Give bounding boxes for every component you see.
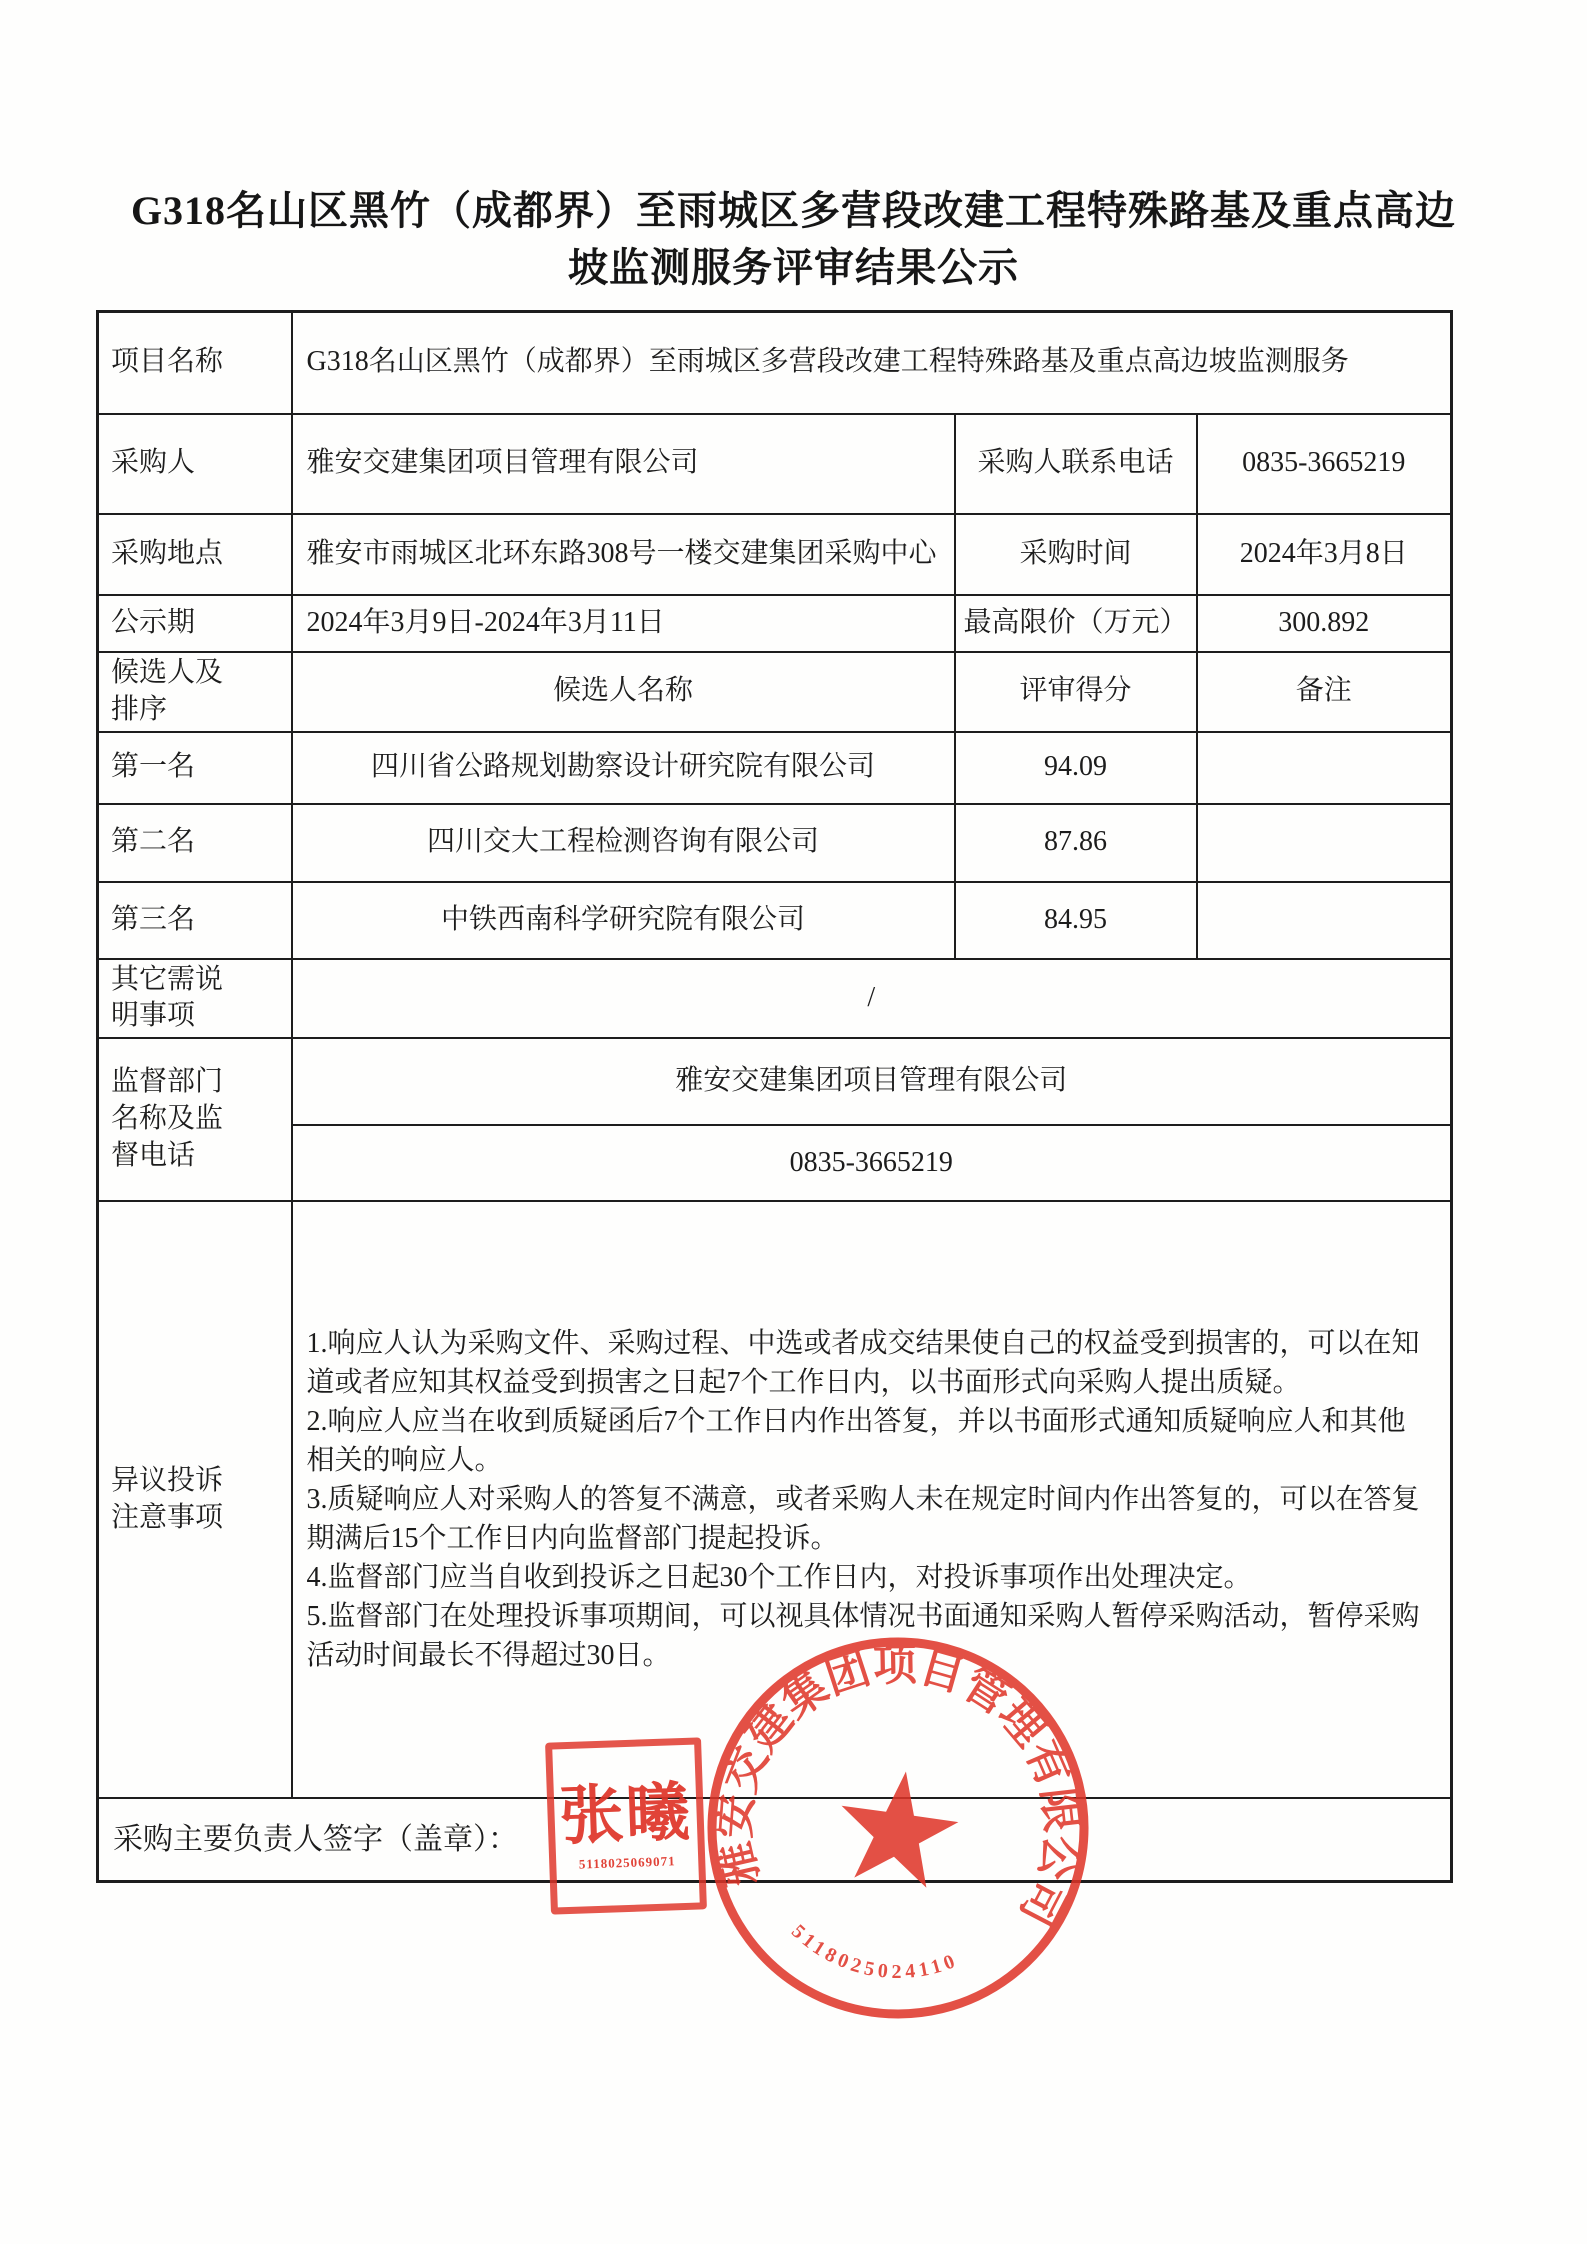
candidate-3-remark bbox=[1197, 882, 1452, 959]
candidate-row-3 bbox=[98, 882, 1452, 959]
document-title bbox=[0, 182, 1587, 296]
objection-item-2: 2.响应人应当在收到质疑函后7个工作日内作出答复，并以书面形式通知质疑响应人和其他相关的响应人。 bbox=[306, 1406, 1406, 1477]
candidate-row-1 bbox=[98, 732, 1452, 804]
row-other-notes bbox=[98, 959, 1452, 1039]
max-price-value: 300.892 bbox=[1197, 595, 1452, 652]
candidate-3-score: 84.95 bbox=[955, 882, 1197, 959]
purchase-time-label: 采购时间 bbox=[955, 514, 1197, 595]
title-line-2: 坡监测服务评审结果公示 bbox=[568, 245, 1019, 290]
location-value: 雅安市雨城区北环东路308号一楼交建集团采购中心 bbox=[292, 514, 955, 595]
max-price-label: 最高限价（万元） bbox=[955, 595, 1197, 652]
candidate-2-rank: 第二名 bbox=[98, 804, 292, 882]
company-seal-number: 5118025024110 bbox=[787, 1920, 961, 1983]
objection-notes bbox=[292, 1201, 1452, 1798]
svg-text:5118025024110 bbox=[783, 1919, 965, 1993]
title-line-1: G318名山区黑竹（成都界）至雨城区多营段改建工程特殊路基及重点高边 bbox=[130, 188, 1457, 233]
location-label: 采购地点 bbox=[98, 514, 292, 595]
publicity-value: 2024年3月9日-2024年3月11日 bbox=[292, 595, 955, 652]
name-stamp-number: 5118025069071 bbox=[578, 1852, 676, 1872]
results-table bbox=[96, 310, 1453, 1883]
purchaser-phone-value: 0835-3665219 bbox=[1197, 414, 1452, 514]
name-stamp-text: 张曦 bbox=[558, 1777, 693, 1853]
candidate-row-2 bbox=[98, 804, 1452, 882]
supervision-department: 雅安交建集团项目管理有限公司 bbox=[292, 1038, 1452, 1125]
remark-header: 备注 bbox=[1197, 652, 1452, 732]
name-stamp bbox=[545, 1737, 707, 1914]
supervision-label: 监督部门名称及监督电话 bbox=[98, 1038, 292, 1201]
row-candidates-header bbox=[98, 652, 1452, 732]
objection-item-4: 4.监督部门应当自收到投诉之日起30个工作日内，对投诉事项作出处理决定。 bbox=[306, 1562, 1252, 1594]
objection-label: 异议投诉注意事项 bbox=[98, 1201, 292, 1798]
row-supervision-name bbox=[98, 1038, 1452, 1125]
candidate-2-remark bbox=[1197, 804, 1452, 882]
row-location bbox=[98, 514, 1452, 595]
signature-label: 采购主要负责人签字（盖章）： bbox=[98, 1798, 1452, 1881]
project-label: 项目名称 bbox=[98, 312, 292, 414]
purchaser-phone-label: 采购人联系电话 bbox=[955, 414, 1197, 514]
row-publicity bbox=[98, 595, 1452, 652]
other-notes-label: 其它需说明事项 bbox=[98, 959, 292, 1039]
row-signature bbox=[98, 1798, 1452, 1881]
score-header: 评审得分 bbox=[955, 652, 1197, 732]
row-objection bbox=[98, 1201, 1452, 1798]
purchaser-label: 采购人 bbox=[98, 414, 292, 514]
publicity-label: 公示期 bbox=[98, 595, 292, 652]
candidate-3-name: 中铁西南科学研究院有限公司 bbox=[292, 882, 955, 959]
candidates-header-label: 候选人及排序 bbox=[98, 652, 292, 732]
other-notes-value: / bbox=[292, 959, 1452, 1039]
purchase-time-value: 2024年3月8日 bbox=[1197, 514, 1452, 595]
candidate-2-score: 87.86 bbox=[955, 804, 1197, 882]
row-purchaser bbox=[98, 414, 1452, 514]
candidate-1-score: 94.09 bbox=[955, 732, 1197, 804]
candidate-1-remark bbox=[1197, 732, 1452, 804]
purchaser-value: 雅安交建集团项目管理有限公司 bbox=[292, 414, 955, 514]
objection-item-1: 1.响应人认为采购文件、采购过程、中选或者成交结果使自己的权益受到损害的，可以在知道或者应知其权益受到损害之日起7个工作日内，以书面形式向采购人提出质疑。 bbox=[306, 1328, 1420, 1399]
project-value: G318名山区黑竹（成都界）至雨城区多营段改建工程特殊路基及重点高边坡监测服务 bbox=[292, 312, 1452, 414]
candidate-1-rank: 第一名 bbox=[98, 732, 292, 804]
row-project bbox=[98, 312, 1452, 414]
candidate-name-header: 候选人名称 bbox=[292, 652, 955, 732]
supervision-phone: 0835-3665219 bbox=[292, 1125, 1452, 1201]
row-supervision-phone bbox=[98, 1125, 1452, 1201]
candidate-1-name: 四川省公路规划勘察设计研究院有限公司 bbox=[292, 732, 955, 804]
candidate-2-name: 四川交大工程检测咨询有限公司 bbox=[292, 804, 955, 882]
objection-item-3: 3.质疑响应人对采购人的答复不满意，或者采购人未在规定时间内作出答复的，可以在答复期满后15个工作日内向监督部门提起投诉。 bbox=[306, 1484, 1420, 1555]
objection-item-5: 5.监督部门在处理投诉事项期间，可以视具体情况书面通知采购人暂停采购活动，暂停采购活动时间最长不得超过30日。 bbox=[306, 1601, 1420, 1672]
company-seal-text: 雅安交建集团项目管理有限公司 bbox=[709, 1640, 1087, 1934]
candidate-3-rank: 第三名 bbox=[98, 882, 292, 959]
